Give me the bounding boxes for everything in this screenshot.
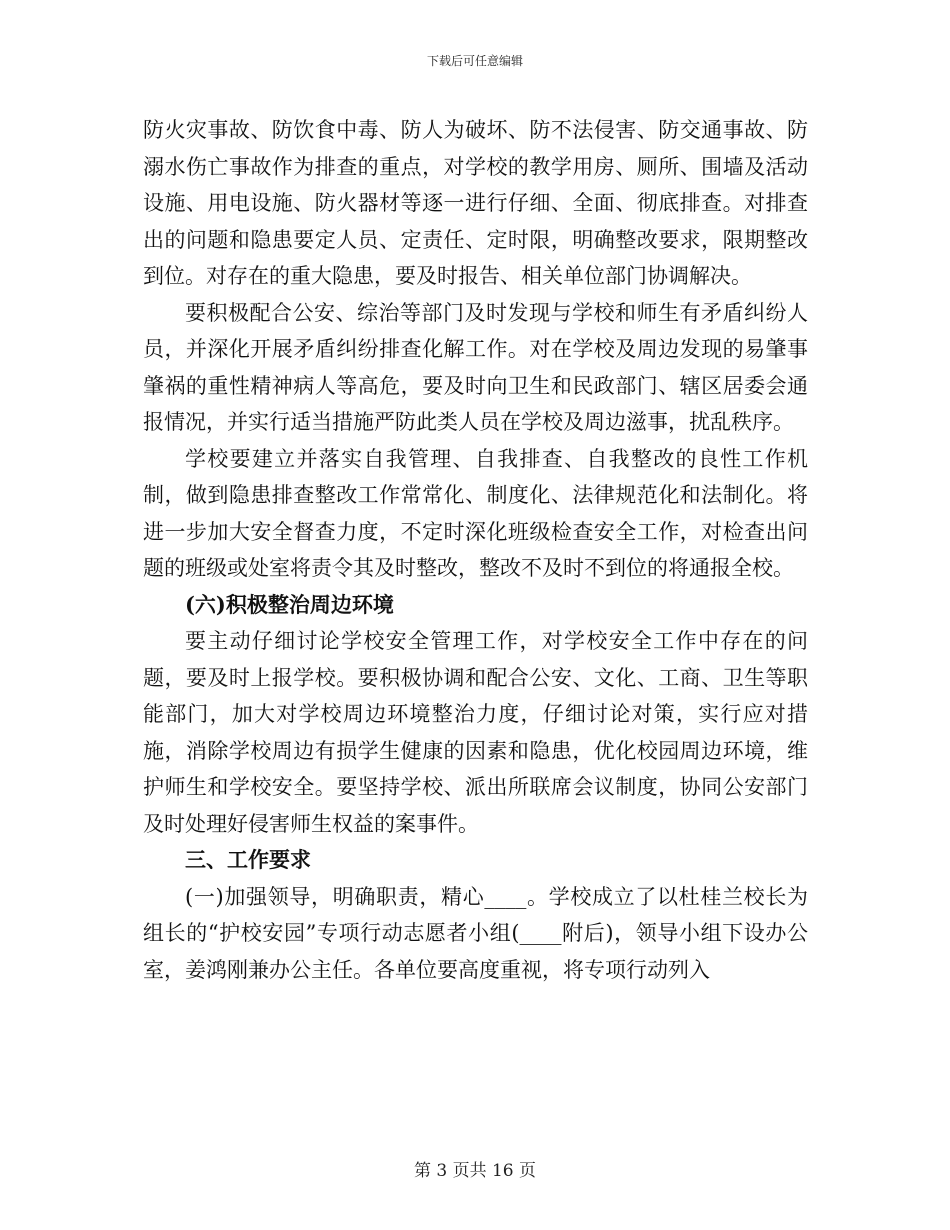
page-header: 下载后可任意编辑 [426,54,523,68]
paragraph-continuation: 防火灾事故、防饮食中毒、防人为破坏、防不法侵害、防交通事故、防溺水伤亡事故作为排查的重点，对学校的教学用房、厕所、围墙及活动设施、用电设施、防火器材等逐一进行仔细、全面、彻底排查。对排查出的问题和隐患要定人员、定责任、定时限，明确整改要求，限期整改到位。对存在的重大隐患，要及时报告、相关单位部门协调解决。 [143,118,808,288]
document-body [143,112,808,988]
section-heading-environment: (六)积极整治周边环境 [185,591,394,617]
section-heading-requirements: 三、工作要求 [185,847,311,872]
page-footer: 第 3 页共 16 页 [413,1161,537,1181]
paragraph-environment: 要主动仔细讨论学校安全管理工作，对学校安全工作中存在的问题，要及时上报学校。要积极协调和配合公安、文化、工商、卫生等职能部门，加大对学校周边环境整治力度，仔细讨论对策，实行应对措施，消除学校周边有损学生健康的因素和隐患，优化校园周边环境，维护师生和学校安全。要坚持学校、派出所联席会议制度，协同公安部门及时处理好侵害师生权益的案事件。 [143,629,808,836]
paragraph-public-security: 要积极配合公安、综治等部门及时发现与学校和师生有矛盾纠纷人员，并深化开展矛盾纠纷排查化解工作。对在学校及周边发现的易肇事肇祸的重性精神病人等高危，要及时向卫生和民政部门、辖区居委会通报情况，并实行适当措施严防此类人员在学校及周边滋事，扰乱秩序。 [143,300,808,434]
paragraph-self-management: 学校要建立并落实自我管理、自我排查、自我整改的良性工作机制，做到隐患排查整改工作常常化、制度化、法律规范化和法制化。将进一步加大安全督查力度，不定时深化班级检查安全工作，对检查出问题的班级或处室将责令其及时整改，整改不及时不到位的将通报全校。 [143,446,808,580]
paragraph-leadership: (一)加强领导，明确职责，精心____。学校成立了以杜桂兰校长为组长的“护校安园”专项行动志愿者小组(____附后)，领导小组下设办公室，姜鸿刚兼办公主任。各单位要高度重视，将专项行动列入 [143,884,808,982]
